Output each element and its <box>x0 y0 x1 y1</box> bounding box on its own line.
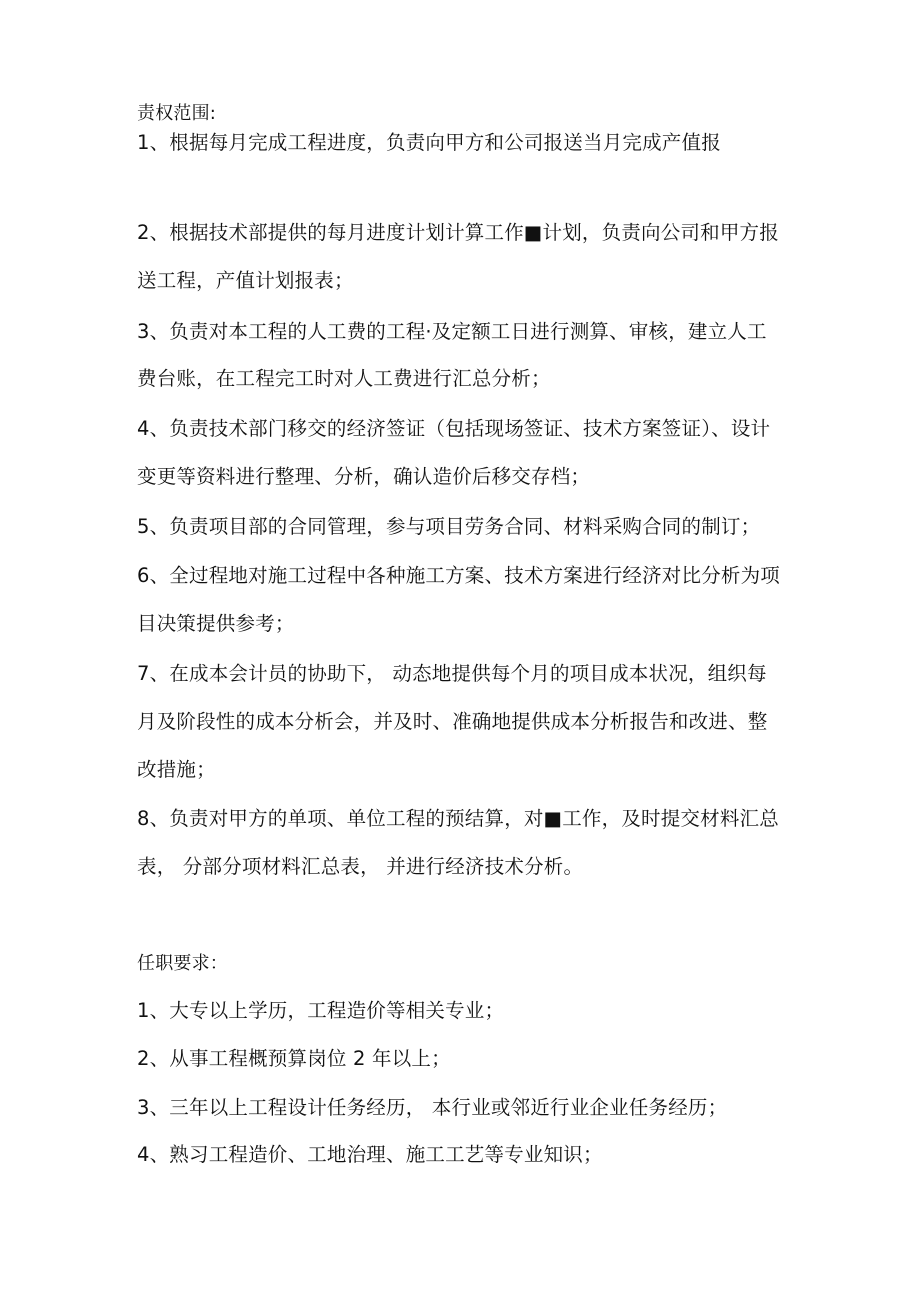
responsibilities-heading: 责权范围: <box>137 103 217 124</box>
responsibility-3-line-1: 3、负责对本工程的人工费的工程·及定额工日进行测算、审核，建立人工 <box>137 320 767 343</box>
responsibility-7-line-2: 月及阶段性的成本分析会，并及时、准确地提供成本分析报告和改进、整 <box>137 710 768 733</box>
requirement-3-line-1: 3、三年以上工程设计任务经历， 本行业或邻近行业企业任务经历； <box>137 1096 728 1119</box>
responsibility-4-line-1: 4、负责技术部门移交的经济签证（包括现场签证、技术方案签证）、设计 <box>137 417 771 440</box>
responsibility-7-line-1: 7、在成本会计员的协助下， 动态地提供每个月的项目成本状况，组织每 <box>137 662 767 685</box>
requirements-heading: 任职要求： <box>137 953 228 974</box>
responsibility-3-line-2: 费台账，在工程完工时对人工费进行汇总分析； <box>137 367 551 390</box>
responsibility-8-line-1: 8、负责对甲方的单项、单位工程的预结算，对■工作，及时提交材料汇总 <box>137 807 779 830</box>
requirement-2-line-1: 2、从事工程概预算岗位 2 年以上； <box>137 1047 451 1070</box>
responsibility-8-line-2: 表， 分部分项材料汇总表， 并进行经济技术分析。 <box>137 855 584 878</box>
responsibility-7-line-3: 改措施； <box>137 758 216 781</box>
responsibility-5-line-1: 5、负责项目部的合同管理，参与项目劳务合同、材料采购合同的制订； <box>137 515 761 538</box>
responsibility-6-line-2: 目决策提供参考； <box>137 612 295 635</box>
responsibility-4-line-2: 变更等资料进行整理、分析，确认造价后移交存档； <box>137 465 591 488</box>
responsibility-1-line-1: 1、根据每月完成工程进度，负责向甲方和公司报送当月完成产值报 <box>137 131 721 154</box>
requirement-4-line-1: 4、熟习工程造价、工地治理、施工工艺等专业知识； <box>137 1143 603 1166</box>
responsibility-2-line-2: 送工程，产值计划报表； <box>137 269 354 292</box>
requirement-1-line-1: 1、大专以上学历，工程造价等相关专业； <box>137 999 505 1022</box>
responsibility-6-line-1: 6、全过程地对施工过程中各种施工方案、技术方案进行经济对比分析为项 <box>137 564 781 587</box>
responsibility-2-line-1: 2、根据技术部提供的每月进度计划计算工作■计划，负责向公司和甲方报 <box>137 221 779 244</box>
